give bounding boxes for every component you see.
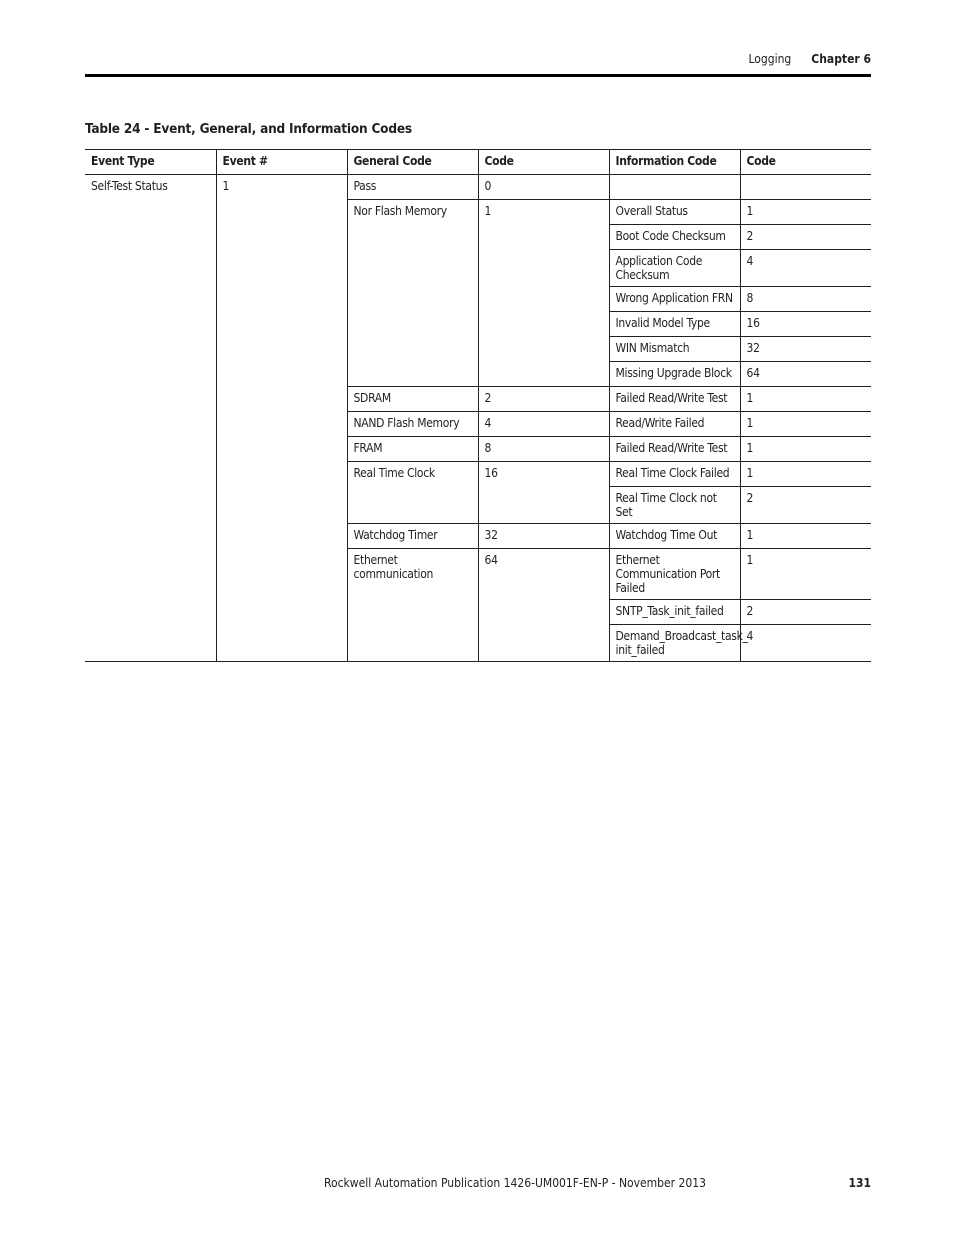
information-code-value-cell: 1 xyxy=(740,200,871,225)
information-code-cell: Read/Write Failed xyxy=(609,412,740,437)
page-number: 131 xyxy=(848,1176,871,1190)
general-code-cell: Ethernet communication xyxy=(347,549,478,662)
header-general-code: General Code xyxy=(347,150,478,175)
table-body xyxy=(85,175,871,662)
information-code-cell: Real Time Clock not Set xyxy=(609,487,740,524)
information-code-cell: Failed Read/Write Test xyxy=(609,437,740,462)
information-code-cell: Real Time Clock Failed xyxy=(609,462,740,487)
information-code-value-cell: 1 xyxy=(740,549,871,600)
information-code-value-cell: 64 xyxy=(740,362,871,387)
general-code-value-cell: 2 xyxy=(478,387,609,412)
general-code-cell: Pass xyxy=(347,175,478,200)
information-code-value-cell: 2 xyxy=(740,600,871,625)
information-code-value-cell xyxy=(740,175,871,200)
information-code-cell: Failed Read/Write Test xyxy=(609,387,740,412)
codes-table xyxy=(85,149,871,662)
general-code-value-cell: 0 xyxy=(478,175,609,200)
general-code-cell: Watchdog Timer xyxy=(347,524,478,549)
information-code-value-cell: 1 xyxy=(740,412,871,437)
running-header xyxy=(748,52,871,66)
information-code-cell: Missing Upgrade Block xyxy=(609,362,740,387)
information-code-value-cell: 2 xyxy=(740,487,871,524)
information-code-cell: Invalid Model Type xyxy=(609,312,740,337)
general-code-cell: SDRAM xyxy=(347,387,478,412)
information-code-cell: Watchdog Time Out xyxy=(609,524,740,549)
section-name: Logging xyxy=(748,52,792,66)
information-code-value-cell: 8 xyxy=(740,287,871,312)
information-code-cell: Wrong Application FRN xyxy=(609,287,740,312)
general-code-value-cell: 64 xyxy=(478,549,609,662)
general-code-cell: Nor Flash Memory xyxy=(347,200,478,387)
information-code-cell: Overall Status xyxy=(609,200,740,225)
information-code-value-cell: 4 xyxy=(740,625,871,662)
event-type-cell: Self-Test Status xyxy=(85,175,216,662)
information-code-cell xyxy=(609,175,740,200)
header-information-code: Information Code xyxy=(609,150,740,175)
general-code-value-cell: 1 xyxy=(478,200,609,387)
table-row xyxy=(85,175,871,200)
event-number-cell: 1 xyxy=(216,175,347,662)
header-general-code-value: Code xyxy=(478,150,609,175)
header-event-type: Event Type xyxy=(85,150,216,175)
information-code-cell: Boot Code Checksum xyxy=(609,225,740,250)
header-rule xyxy=(85,74,871,77)
general-code-value-cell: 8 xyxy=(478,437,609,462)
header-information-code-value: Code xyxy=(740,150,871,175)
information-code-cell: WIN Mismatch xyxy=(609,337,740,362)
header-event-number: Event # xyxy=(216,150,347,175)
general-code-cell: FRAM xyxy=(347,437,478,462)
general-code-cell: Real Time Clock xyxy=(347,462,478,524)
information-code-cell: SNTP_Task_init_failed xyxy=(609,600,740,625)
information-code-cell: Ethernet Communication Port Failed xyxy=(609,549,740,600)
general-code-value-cell: 4 xyxy=(478,412,609,437)
information-code-cell: Application Code Checksum xyxy=(609,250,740,287)
general-code-cell: NAND Flash Memory xyxy=(347,412,478,437)
information-code-value-cell: 1 xyxy=(740,524,871,549)
information-code-value-cell: 32 xyxy=(740,337,871,362)
information-code-value-cell: 16 xyxy=(740,312,871,337)
table-caption: Table 24 - Event, General, and Information Codes xyxy=(85,121,412,137)
information-code-cell: Demand_Broadcast_task_ init_failed xyxy=(609,625,740,662)
information-code-value-cell: 4 xyxy=(740,250,871,287)
information-code-value-cell: 1 xyxy=(740,437,871,462)
information-code-value-cell: 1 xyxy=(740,462,871,487)
chapter-label: Chapter 6 xyxy=(811,52,871,66)
information-code-value-cell: 1 xyxy=(740,387,871,412)
information-code-value-cell: 2 xyxy=(740,225,871,250)
general-code-value-cell: 16 xyxy=(478,462,609,524)
table-header-row xyxy=(85,150,871,175)
publication-info: Rockwell Automation Publication 1426-UM001F-EN-P - November 2013 xyxy=(324,1176,707,1190)
general-code-value-cell: 32 xyxy=(478,524,609,549)
